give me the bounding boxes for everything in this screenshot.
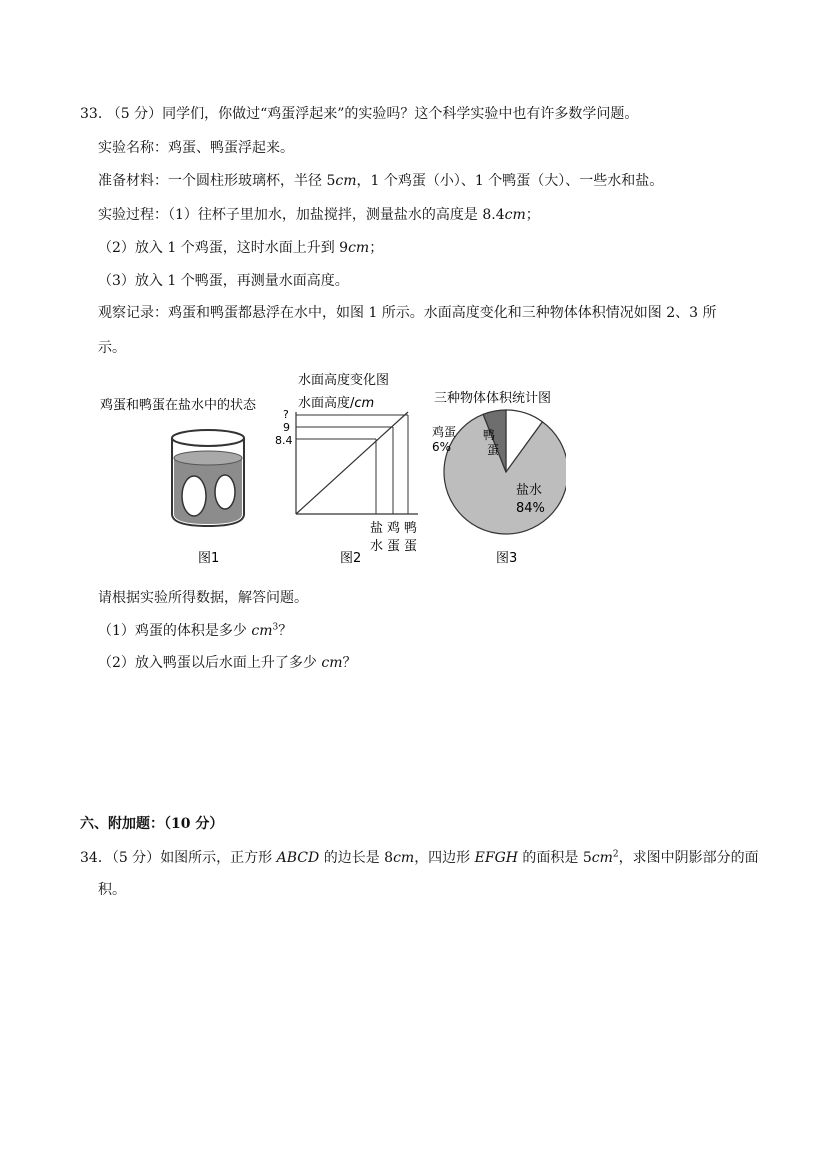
sub-question-2: （2）放入鸭蛋以后水面上升了多少 cm？ — [98, 655, 357, 671]
duck-egg-shape — [182, 476, 206, 516]
instruction-line: 请根据实验所得数据，解答问题。 — [98, 590, 308, 606]
figure-1-title: 鸡蛋和鸭蛋在盐水中的状态 — [100, 398, 257, 413]
pie-label-salt-water: 盐水 — [516, 483, 543, 498]
figure-3-pie-chart — [432, 390, 566, 566]
question-34-end: 积。 — [98, 882, 126, 898]
y-tick-unknown: ? — [283, 408, 289, 421]
x-label-duck-egg-1: 鸭 — [404, 521, 418, 536]
x-label-chicken-egg-1: 鸡 — [387, 521, 401, 536]
pie-label-duck-egg-2: 蛋 — [487, 443, 500, 457]
x-label-duck-egg-2: 蛋 — [404, 539, 418, 554]
figure-2-title: 水面高度变化图 — [298, 373, 390, 388]
sub-question-1: （1）鸡蛋的体积是多少 $cm^3$？ — [98, 622, 293, 639]
process-step-1: 实验过程：（1）往杯子里加水，加盐搅拌，测量盐水的高度是 8.4cm； — [98, 207, 540, 223]
figure-1-caption: 图1 — [198, 551, 220, 566]
observation-line: 观察记录：鸡蛋和鸭蛋都悬浮在水中，如图 1 所示。水面高度变化和三种物体体积情况如图 2、3 所 — [98, 305, 717, 321]
x-label-salt-water-2: 水 — [370, 539, 384, 554]
pie-label-salt-water-pct: 84% — [516, 501, 545, 516]
pie-slices — [444, 410, 566, 534]
experiment-figures — [98, 366, 566, 572]
figure-3-title: 三种物体体积统计图 — [434, 391, 552, 406]
y-tick-8-4: 8.4 — [275, 434, 293, 447]
figure-2-ylabel: 水面高度/cm — [298, 396, 375, 411]
observation-line-end: 示。 — [98, 340, 126, 356]
process-step-2: （2）放入 1 个鸡蛋，这时水面上升到 9cm； — [98, 240, 384, 256]
x-label-salt-water-1: 盐 — [370, 521, 384, 536]
materials-line: 准备材料：一个圆柱形玻璃杯，半径 5cm，1 个鸡蛋（小）、1 个鸭蛋（大）、一些水和盐。 — [98, 173, 664, 189]
figure-1-cup — [100, 397, 257, 566]
question-33-intro: 33. （5 分）同学们，你做过“鸡蛋浮起来”的实验吗？这个科学实验中也有许多数学问题。 — [80, 106, 639, 122]
chicken-egg-shape — [215, 475, 235, 509]
figure-3-caption: 图3 — [496, 551, 518, 566]
question-34: 34．（5 分）如图所示，正方形 ABCD 的边长是 8cm，四边形 EFGH 的面积是 $5cm^2$，求图中阴影部分的面 — [80, 849, 759, 866]
pie-label-chicken-egg-pct: 6% — [432, 440, 452, 454]
pie-label-duck-egg-1: 鸭 — [483, 428, 496, 442]
figure-2-caption: 图2 — [340, 551, 362, 566]
x-label-chicken-egg-2: 蛋 — [387, 539, 401, 554]
experiment-name: 实验名称：鸡蛋、鸭蛋浮起来。 — [98, 140, 294, 156]
figure-2-line-chart — [275, 372, 418, 566]
pie-label-chicken-egg: 鸡蛋 — [432, 425, 457, 439]
process-step-3: （3）放入 1 个鸭蛋，再测量水面高度。 — [98, 273, 349, 289]
section-6-title: 六、附加题：（10 分） — [80, 816, 224, 832]
y-tick-9: 9 — [283, 421, 290, 434]
